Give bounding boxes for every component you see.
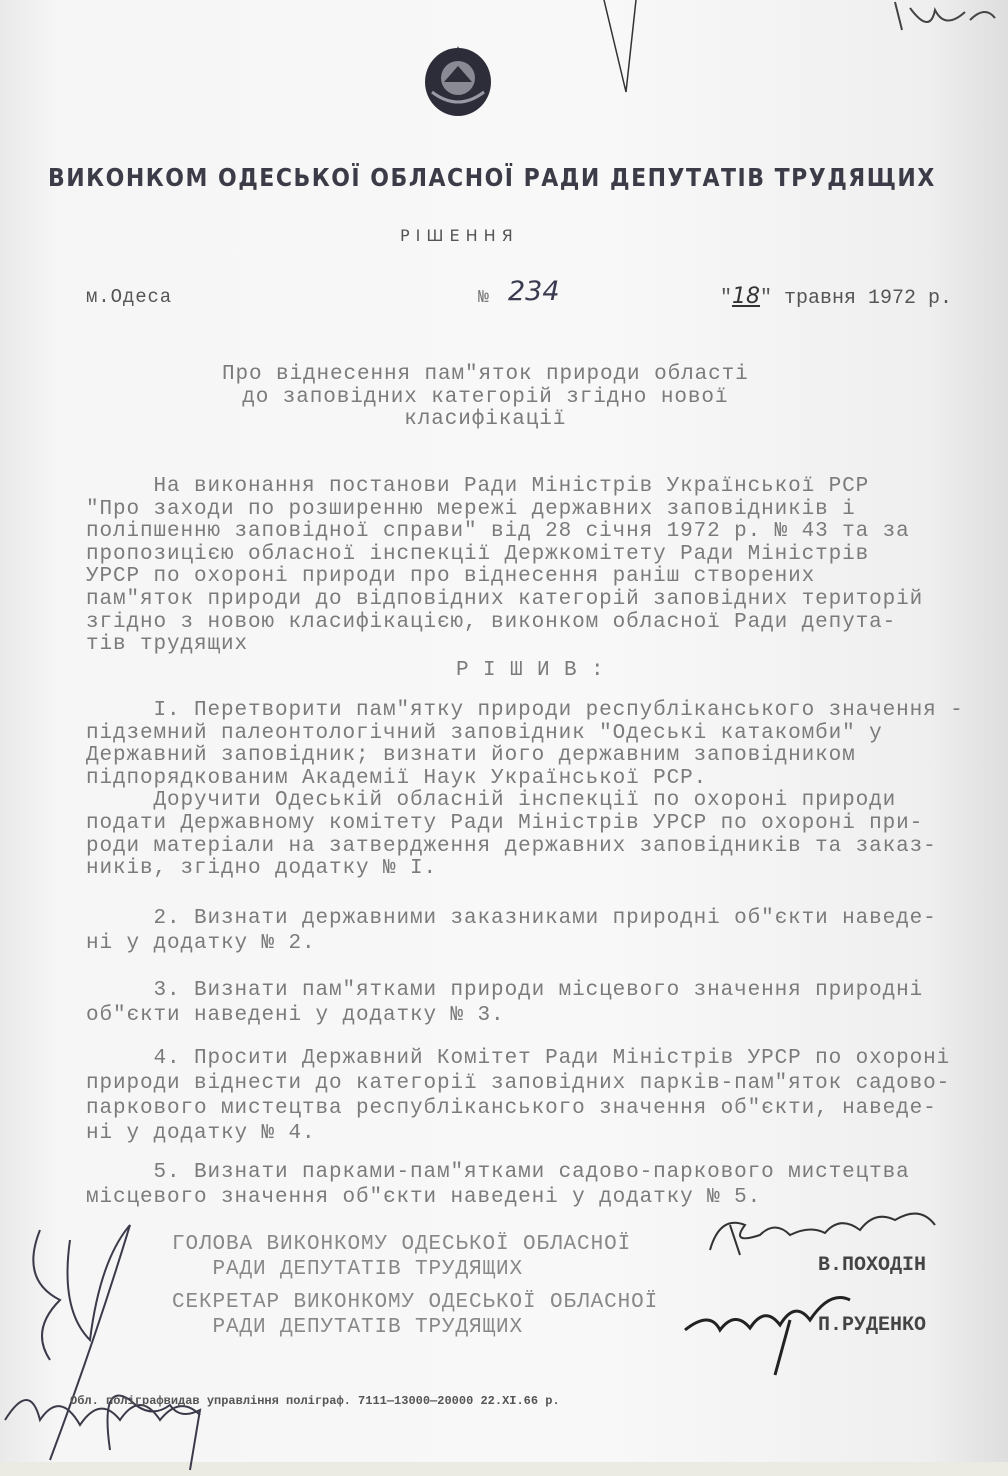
title-line: до заповідних категорій згідно нової [242,385,729,409]
item-line: 2. Визнати державними заказниками природні об"єкти наведе- [86,907,937,930]
secretary-signature [680,1280,880,1380]
number-label: № [478,288,489,308]
chairman-signature [700,1195,960,1265]
title-line: класифікації [404,408,567,432]
item-line: ників, згідно додатку № І. [86,857,438,881]
item-3 [86,978,923,1028]
item-line: паркового мистецтва республіканського значення об"єкти, наведе- [86,1097,937,1120]
item-line: І. Перетворити пам"ятку природи республіканського значення - [86,699,964,722]
item-line: 5. Визнати парками-пам"ятками садово-паркового мистецтва [86,1161,910,1184]
item-line: місцевого значення об"єкти наведені у додатку № 5. [86,1186,762,1209]
title-line: Про віднесення пам"яток природи області [222,363,749,386]
item-line: 4. Просити Державний Комітет Ради Міністрів УРСР по охороні [86,1047,951,1070]
secretary-name: П.РУДЕНКО [818,1314,927,1337]
item-line: 3. Визнати пам"ятками природи місцевого значення природні [86,979,924,1002]
item-line: підпорядкованим Академії Наук Української РСР. [86,766,708,790]
item-line: об"єкти наведені у додатку № 3. [86,1004,505,1027]
document-type: РІШЕННЯ [400,226,519,245]
preamble-line: поліпшенню заповідної справи" від 28 січня 1972 р. № 43 та за [86,520,910,544]
preamble-line: УРСР по охороні природи про віднесення раніш створених [86,565,816,589]
decision-number: 234 [508,276,560,307]
preamble-line: пам"яток природи до відповідних категорій заповідних територій [86,587,924,611]
preamble [86,476,923,657]
signature-title-line: РАДИ ДЕПУТАТІВ ТРУДЯЩИХ [172,1316,524,1339]
date-day: 18 [732,284,761,309]
coat-of-arms-emblem [422,42,494,118]
print-footer: Обл. поліграфвидав управління поліграф. 7111—13000—20000 22.XI.66 р. [70,1394,560,1408]
item-line: підземний палеонтологічний заповідник "Одеські катакомби" у [86,721,883,745]
item-1 [86,700,964,881]
signature-title-line: РАДИ ДЕПУТАТІВ ТРУДЯЩИХ [172,1258,524,1281]
item-2 [86,906,937,956]
pen-check-mark [600,0,640,100]
preamble-line: "Про заходи по розширенню мережі державних заповідників і [86,497,856,521]
item-line: подати Державному комітету Ради Міністрів УРСР по охороні при- [86,811,924,835]
decision-date [720,284,952,310]
preamble-line: тів трудящих [86,633,249,657]
item-4 [86,1046,950,1146]
signature-title-line: ГОЛОВА ВИКОНКОМУ ОДЕСЬКОЇ ОБЛАСНОЇ [172,1233,632,1256]
city: м.Одеса [86,286,173,308]
signature-title-line: СЕКРЕТАР ВИКОНКОМУ ОДЕСЬКОЇ ОБЛАСНОЇ [172,1291,659,1314]
resolved-heading: Р І Ш И В : [456,659,605,682]
item-line: ні у додатку № 4. [86,1122,316,1145]
date-month-year: " травня 1972 р. [760,287,953,310]
corner-handwritten-mark [890,0,1000,40]
item-line: ні у додатку № 2. [86,932,316,955]
preamble-line: пропозицією обласної інспекції Держкомітету Ради Міністрів [86,542,870,566]
margin-signatures [0,1220,360,1470]
chairman-name: В.ПОХОДІН [818,1254,927,1277]
decision-title [222,364,749,432]
item-line: Доручити Одеській обласній інспекції по охороні природи [86,789,897,813]
quote: " [720,287,733,310]
organization-header: ВИКОНКОМ ОДЕСЬКОЇ ОБЛАСНОЇ РАДИ ДЕПУТАТІВ ТРУДЯЩИХ [48,164,936,193]
preamble-line: згідно з новою класифікацією, виконком обласної Ради депута- [86,610,897,634]
item-line: природи віднести до категорії заповідних парків-пам"яток садово- [86,1072,951,1095]
item-line: Державний заповідник; визнати його державним заповідником [86,744,856,768]
preamble-line: На виконання постанови Ради Міністрів Української РСР [86,475,870,498]
item-line: роди матеріали на затвердження державних заповідників та заказ- [86,834,937,858]
